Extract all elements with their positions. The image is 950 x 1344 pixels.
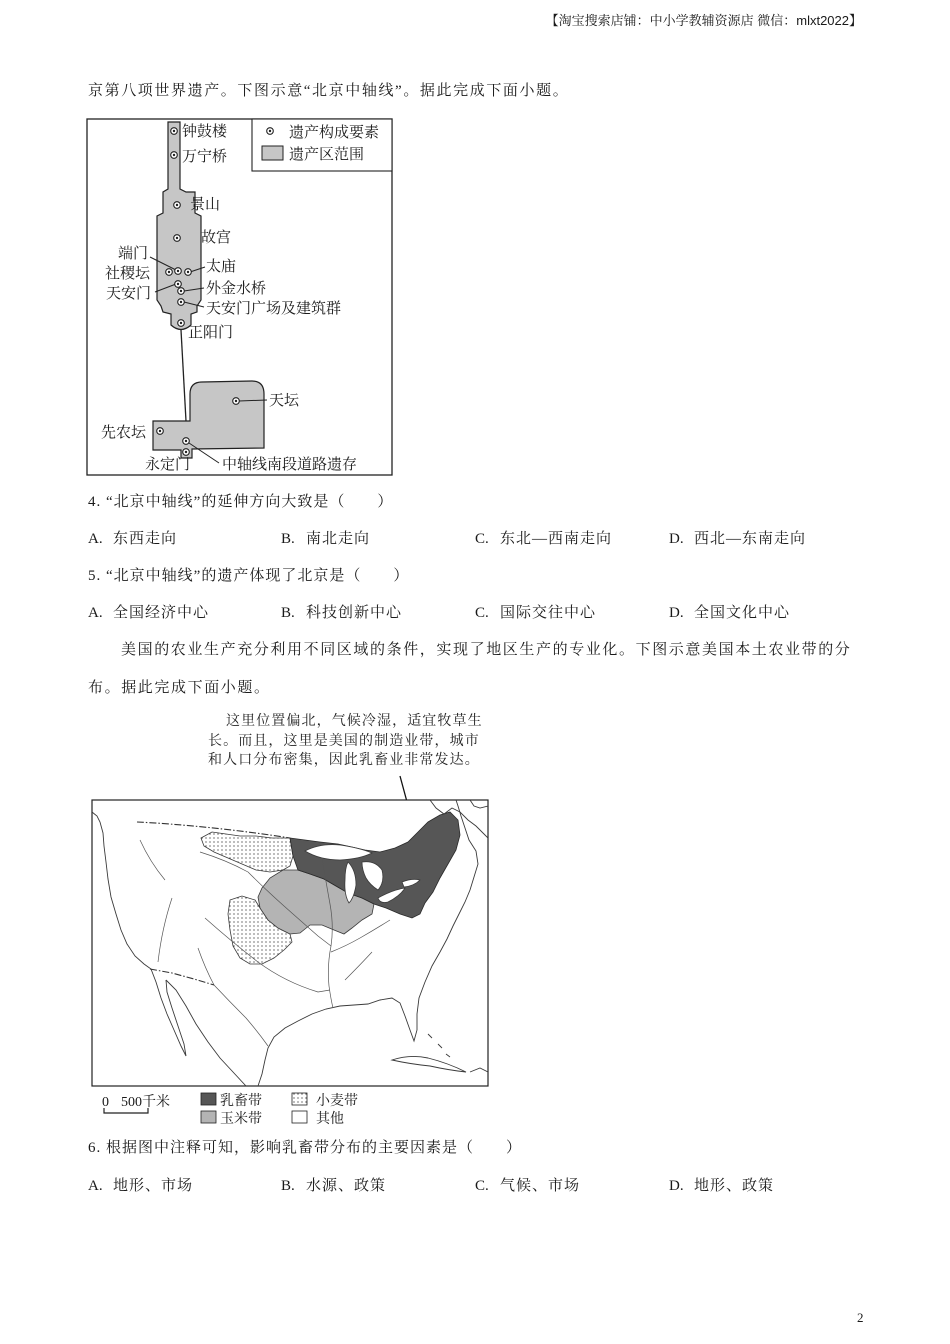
question-6-stem: 6. 根据图中注释可知，影响乳畜带分布的主要因素是（ ） bbox=[88, 1140, 523, 1156]
question-4-option-d bbox=[669, 532, 806, 547]
question-5-option-d bbox=[669, 606, 790, 621]
section2-intro-line-2: 布。据此完成下面小题。 bbox=[88, 680, 271, 696]
label-waijinshuiqiao: 外金水桥 bbox=[206, 281, 267, 297]
question-4-option-c bbox=[475, 532, 612, 547]
marker-square bbox=[178, 299, 185, 306]
question-6-option-b bbox=[281, 1179, 386, 1194]
legend-other-swatch bbox=[292, 1111, 307, 1123]
marker-south-road bbox=[183, 438, 190, 445]
legend-area-label: 遗产区范围 bbox=[289, 147, 365, 163]
option-text: 全国文化中心 bbox=[694, 605, 791, 621]
label-shejitan: 社稷坛 bbox=[105, 266, 151, 282]
legend-wheat-label: 小麦带 bbox=[316, 1094, 358, 1109]
legend-element-label: 遗产构成要素 bbox=[289, 125, 380, 141]
marker-xiannongtan bbox=[157, 428, 164, 435]
question-6-option-d bbox=[669, 1179, 774, 1194]
label-tiantan: 天坛 bbox=[269, 393, 300, 409]
question-4-stem: 4. “北京中轴线”的延伸方向大致是（ ） bbox=[88, 494, 394, 510]
legend-corn-label: 玉米带 bbox=[220, 1112, 262, 1127]
legend-dairy-label: 乳畜带 bbox=[220, 1094, 262, 1109]
map-annotation-line-3: 和人口分布密集，因此乳畜业非常发达。 bbox=[208, 753, 480, 768]
option-text: 国际交往中心 bbox=[500, 605, 597, 621]
label-tiananmen-square: 天安门广场及建筑群 bbox=[206, 301, 342, 317]
option-text: 科技创新中心 bbox=[306, 605, 403, 621]
option-letter: B. bbox=[281, 605, 295, 621]
marker-duanmen bbox=[175, 268, 182, 275]
option-text: 东西走向 bbox=[113, 531, 178, 547]
marker-jingshan bbox=[174, 202, 181, 209]
option-letter: A. bbox=[88, 1178, 103, 1194]
legend-area-swatch bbox=[262, 146, 283, 160]
marker-zhonggulou bbox=[171, 128, 178, 135]
label-zhengyangmen: 正阳门 bbox=[188, 325, 234, 341]
option-letter: B. bbox=[281, 1178, 295, 1194]
scale-zero-label: 0 bbox=[102, 1095, 109, 1110]
option-letter: B. bbox=[281, 531, 295, 547]
legend-corn-swatch bbox=[201, 1111, 216, 1123]
label-tiananmen: 天安门 bbox=[106, 286, 152, 302]
option-text: 全国经济中心 bbox=[113, 605, 210, 621]
marker-zhengyangmen bbox=[178, 320, 185, 327]
option-letter: D. bbox=[669, 1178, 684, 1194]
option-letter: A. bbox=[88, 605, 103, 621]
label-yongdingmen: 永定门 bbox=[145, 457, 191, 473]
legend-wheat-swatch bbox=[292, 1093, 307, 1105]
marker-tiantan bbox=[233, 398, 240, 405]
question-5-option-c bbox=[475, 606, 596, 621]
option-letter: A. bbox=[88, 531, 103, 547]
us-agriculture-belt-map bbox=[88, 770, 494, 1132]
map1-legend bbox=[252, 119, 392, 171]
option-text: 地形、政策 bbox=[694, 1178, 775, 1194]
question-5-option-b bbox=[281, 606, 402, 621]
option-letter: D. bbox=[669, 531, 684, 547]
option-text: 东北—西南走向 bbox=[500, 531, 613, 547]
question-5-option-a bbox=[88, 606, 209, 621]
label-xiannongtan: 先农坛 bbox=[101, 425, 147, 441]
shop-watermark: 【淘宝搜索店铺：中小学教辅资源店 微信：mlxt2022】 bbox=[545, 13, 862, 28]
marker-wanningqiao bbox=[171, 152, 178, 159]
option-letter: C. bbox=[475, 1178, 489, 1194]
map2-legend bbox=[102, 1092, 358, 1127]
legend-marker-icon bbox=[267, 128, 274, 135]
scale-distance-label: 500千米 bbox=[121, 1095, 170, 1110]
label-taimiao: 太庙 bbox=[206, 259, 237, 275]
label-wanningqiao: 万宁桥 bbox=[182, 149, 228, 165]
question-5-stem: 5. “北京中轴线”的遗产体现了北京是（ ） bbox=[88, 568, 410, 584]
marker-yongdingmen bbox=[183, 449, 190, 456]
question-6-option-a bbox=[88, 1179, 193, 1194]
option-letter: D. bbox=[669, 605, 684, 621]
legend-other-label: 其他 bbox=[316, 1112, 344, 1127]
label-gugong: 故宫 bbox=[201, 230, 232, 246]
option-letter: C. bbox=[475, 605, 489, 621]
label-duanmen: 端门 bbox=[118, 246, 149, 262]
option-text: 地形、市场 bbox=[113, 1178, 194, 1194]
option-text: 水源、政策 bbox=[306, 1178, 387, 1194]
question-4-option-b bbox=[281, 532, 370, 547]
legend-dairy-swatch bbox=[201, 1093, 216, 1105]
page-number: 2 bbox=[857, 1310, 864, 1325]
section1-intro: 京第八项世界遗产。下图示意“北京中轴线”。据此完成下面小题。 bbox=[88, 83, 570, 99]
question-4-option-a bbox=[88, 532, 177, 547]
option-text: 南北走向 bbox=[306, 531, 371, 547]
option-text: 气候、市场 bbox=[500, 1178, 581, 1194]
map-annotation-line-2: 长。而且，这里是美国的制造业带，城市 bbox=[208, 734, 480, 749]
marker-taimiao bbox=[185, 269, 192, 276]
marker-shejitan bbox=[166, 269, 173, 276]
map-annotation-line-1: 这里位置偏北，气候冷湿，适宜牧草生 bbox=[226, 714, 483, 729]
option-letter: C. bbox=[475, 531, 489, 547]
section2-intro-line-1: 美国的农业生产充分利用不同区域的条件，实现了地区生产的专业化。下图示意美国本土农业带的分 bbox=[121, 642, 852, 658]
label-south-road: 中轴线南段道路遗存 bbox=[222, 457, 358, 473]
label-zhonggulou: 钟鼓楼 bbox=[182, 124, 228, 140]
beijing-central-axis-map bbox=[86, 118, 394, 477]
option-text: 西北—东南走向 bbox=[694, 531, 807, 547]
marker-gugong bbox=[174, 235, 181, 242]
label-jingshan: 景山 bbox=[190, 197, 221, 213]
question-6-option-c bbox=[475, 1179, 580, 1194]
marker-tiananmen bbox=[175, 281, 182, 288]
marker-waijinshuiqiao bbox=[178, 288, 185, 295]
